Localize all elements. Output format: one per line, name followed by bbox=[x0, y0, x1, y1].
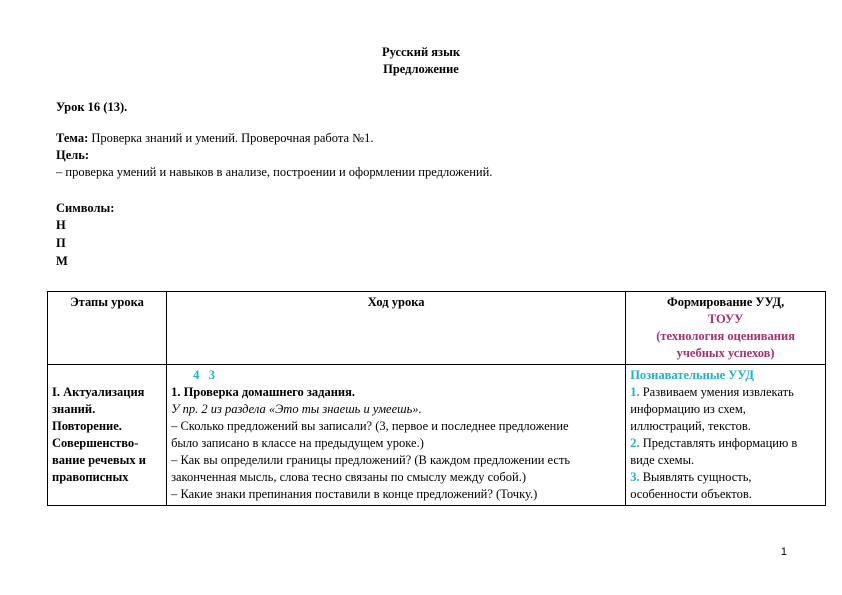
uud-item: 1. Развиваем умения извлекать bbox=[630, 385, 794, 399]
stage-cell bbox=[48, 365, 167, 506]
goal-label: Цель: bbox=[56, 148, 90, 162]
page-number: 1 bbox=[780, 546, 787, 558]
uud-item: 2. Представлять информацию в bbox=[630, 436, 798, 450]
header-tech-line: учебных успехов) bbox=[676, 346, 775, 360]
uud-title: Познавательные УУД bbox=[630, 368, 754, 382]
table-row bbox=[48, 365, 826, 506]
uud-item-line: иллюстраций, текстов. bbox=[630, 419, 751, 433]
symbol-item: М bbox=[56, 254, 68, 268]
theme-label: Тема: bbox=[56, 131, 89, 145]
course-exercise: У пр. 2 из раздела «Это ты знаешь и умеешь». bbox=[171, 402, 422, 416]
header-course: Ход урока bbox=[167, 292, 626, 365]
course-line: – Какие знаки препинания поставили в конце предложений? (Точку.) bbox=[171, 487, 538, 501]
stage-line: I. Актуализация bbox=[52, 385, 145, 399]
uud-cell bbox=[626, 365, 826, 506]
symbol-item: П bbox=[56, 236, 66, 250]
course-line: – Сколько предложений вы записали? (3, первое и последнее предложение bbox=[171, 419, 569, 433]
stage-line: вание речевых и bbox=[52, 453, 146, 467]
symbols-label: Символы: bbox=[56, 201, 115, 215]
stage-line: знаний. bbox=[52, 402, 96, 416]
stage-line: Повторение. bbox=[52, 419, 122, 433]
stage-line: правописных bbox=[52, 470, 129, 484]
lesson-table bbox=[47, 291, 826, 506]
header-touu: ТОУУ bbox=[707, 312, 744, 326]
lesson-title: Урок 16 (13). bbox=[56, 100, 128, 114]
uud-item-line: информацию из схем, bbox=[630, 402, 746, 416]
uud-item-line: особенности объектов. bbox=[630, 487, 752, 501]
document-subject: Русский язык bbox=[381, 45, 461, 59]
course-cell bbox=[167, 365, 626, 506]
document-topic: Предложение bbox=[383, 62, 459, 76]
lesson-theme bbox=[56, 130, 373, 147]
header-uud-line: Формирование УУД, bbox=[666, 295, 785, 309]
course-line: – Как вы определили границы предложений? (В каждом предложении есть bbox=[171, 453, 571, 467]
header-tech-line: (технология оценивания bbox=[656, 329, 795, 343]
header-uud bbox=[626, 292, 826, 365]
marks-symbols: 4 3 bbox=[193, 368, 215, 382]
course-line: было записано в классе на предыдущем уроке.) bbox=[171, 436, 424, 450]
course-line: законченная мысль, слова тесно связаны по смыслу между собой.) bbox=[171, 470, 527, 484]
theme-text: Проверка знаний и умений. Проверочная работа №1. bbox=[88, 131, 374, 145]
course-title: 1. Проверка домашнего задания. bbox=[171, 385, 356, 399]
uud-item-line: виде схемы. bbox=[630, 453, 695, 467]
uud-item: 3. Выявлять сущность, bbox=[630, 470, 752, 484]
goal-text: – проверка умений и навыков в анализе, построении и оформлении предложений. bbox=[56, 165, 493, 179]
symbol-item: Н bbox=[56, 218, 66, 232]
table-header-row bbox=[48, 292, 826, 365]
header-stages: Этапы урока bbox=[48, 292, 167, 365]
stage-line: Совершенство- bbox=[52, 436, 139, 450]
